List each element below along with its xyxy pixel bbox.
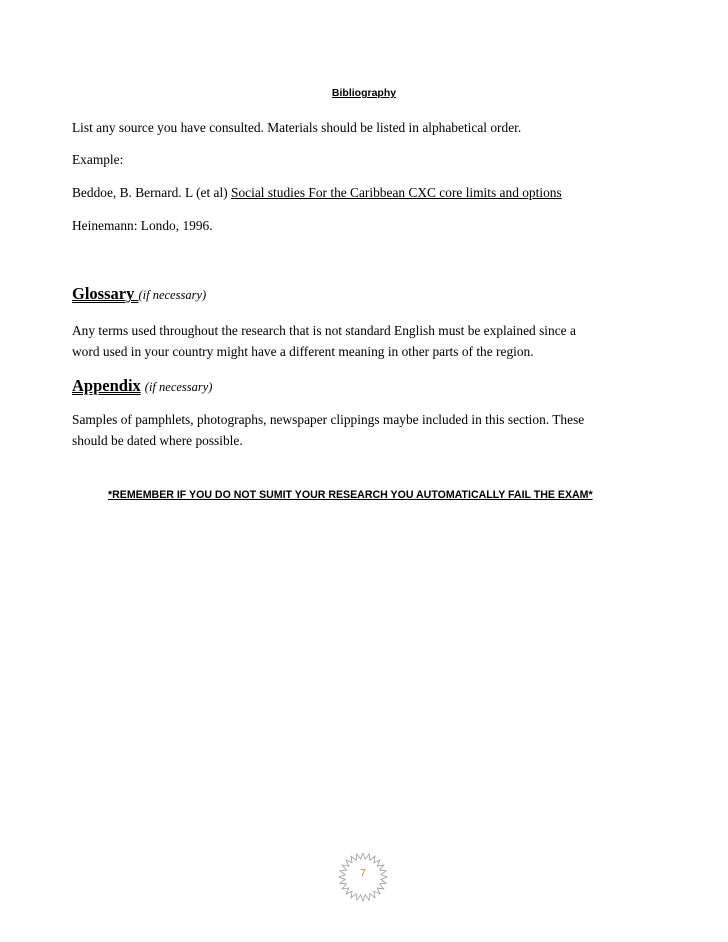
appendix-heading: Appendix bbox=[72, 376, 141, 395]
example-book-title: Social studies For the Caribbean CXC core limits and options bbox=[231, 185, 562, 200]
appendix-text-line-1: Samples of pamphlets, photographs, newspaper clippings maybe included in this section. These bbox=[72, 412, 585, 427]
appendix-heading-line bbox=[72, 376, 212, 396]
appendix-text-line-2: should be dated where possible. bbox=[72, 433, 243, 448]
bibliography-instruction: List any source you have consulted. Materials should be listed in alphabetical order. bbox=[72, 120, 522, 135]
glossary-heading: Glossary bbox=[72, 284, 139, 303]
page-number-badge bbox=[335, 853, 391, 909]
glossary-text-line-1: Any terms used throughout the research that is not standard English must be explained since a bbox=[72, 323, 576, 338]
fail-warning: *REMEMBER IF YOU DO NOT SUMIT YOUR RESEARCH YOU AUTOMATICALLY FAIL THE EXAM* bbox=[108, 489, 593, 501]
glossary-note: (if necessary) bbox=[138, 288, 207, 302]
example-label: Example: bbox=[72, 152, 124, 167]
glossary-heading-line bbox=[72, 284, 206, 304]
starburst-icon bbox=[335, 853, 391, 909]
page-number: 7 bbox=[360, 867, 366, 879]
example-author: Beddoe, B. Bernard. L (et al) bbox=[72, 185, 232, 200]
example-publisher: Heinemann: Londo, 1996. bbox=[72, 218, 213, 233]
glossary-text-line-2: word used in your country might have a different meaning in other parts of the region. bbox=[72, 344, 534, 359]
bibliography-title: Bibliography bbox=[331, 87, 397, 99]
appendix-note: (if necessary) bbox=[144, 380, 213, 394]
bibliography-example-line bbox=[72, 183, 562, 203]
